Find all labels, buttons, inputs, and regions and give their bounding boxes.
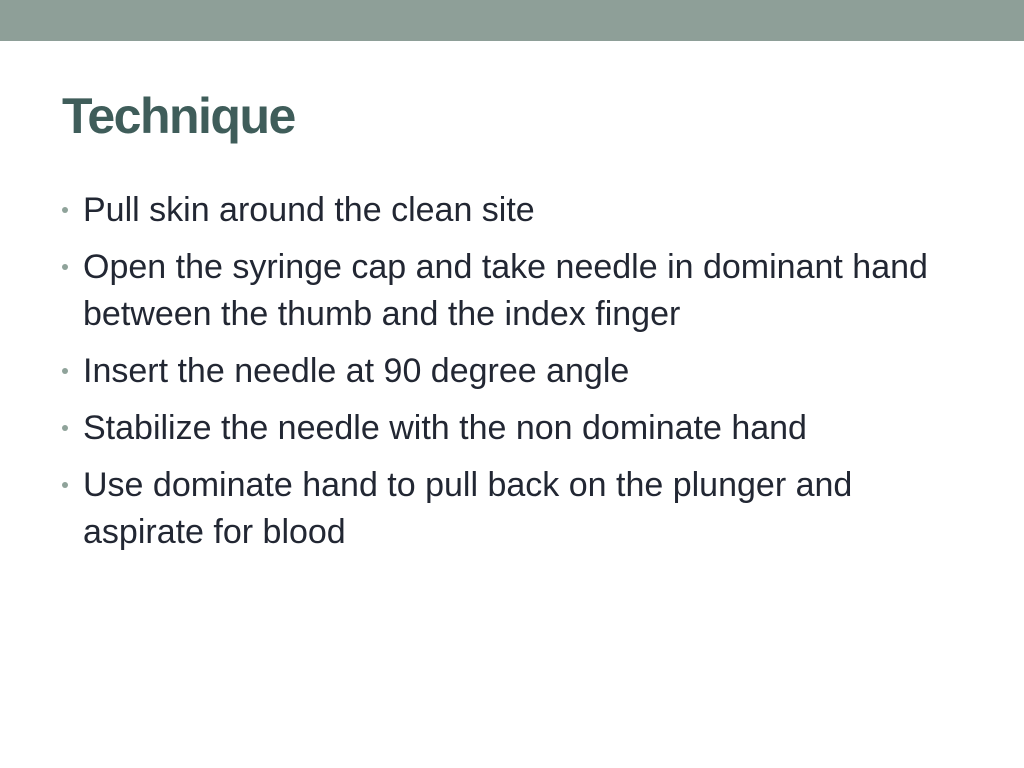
bullet-dot-icon (62, 368, 68, 374)
bullet-item (60, 187, 960, 234)
bullet-list (60, 187, 960, 566)
bullet-dot-icon (62, 207, 68, 213)
bullet-text: Use dominate hand to pull back on the plunger and aspirate for blood (83, 466, 853, 551)
bullet-text: Pull skin around the clean site (83, 191, 535, 229)
bullet-item (60, 405, 960, 452)
bullet-item (60, 462, 960, 556)
bullet-item (60, 244, 960, 338)
bullet-dot-icon (62, 425, 68, 431)
slide-title: Technique (62, 88, 295, 144)
bullet-item (60, 348, 960, 395)
bullet-text: Open the syringe cap and take needle in dominant hand between the thumb and the index finger (83, 248, 928, 333)
bullet-text: Insert the needle at 90 degree angle (83, 352, 630, 390)
bullet-text: Stabilize the needle with the non dominate hand (83, 409, 807, 447)
bullet-dot-icon (62, 482, 68, 488)
bullet-dot-icon (62, 264, 68, 270)
top-accent-band (0, 0, 1024, 41)
